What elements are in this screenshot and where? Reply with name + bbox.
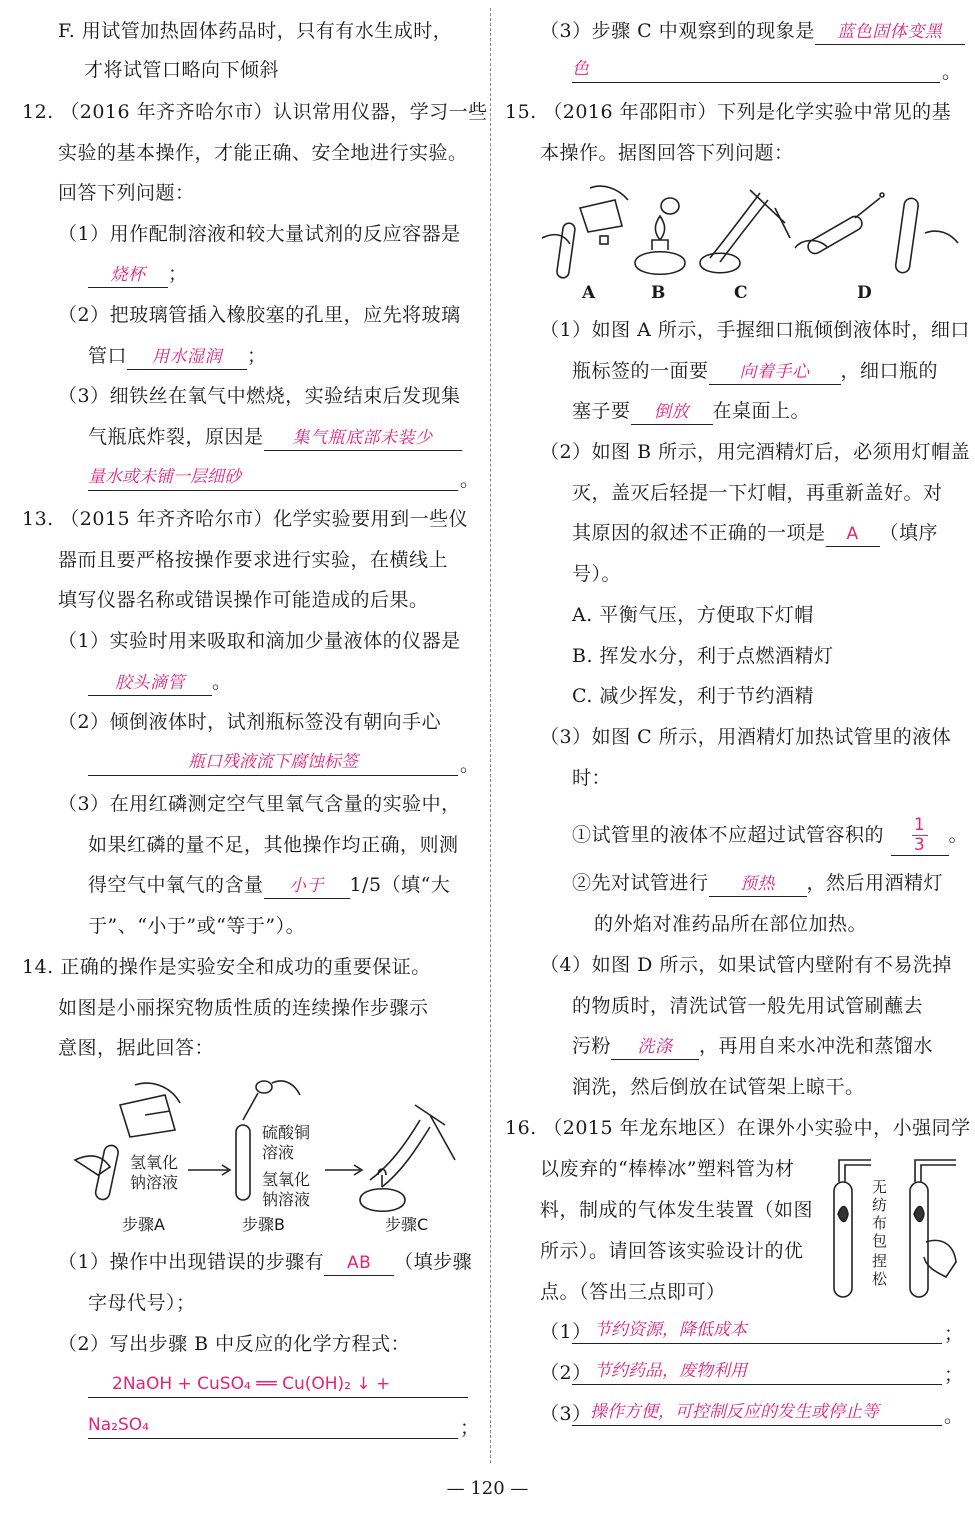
q12-answer1[interactable]: 烧杯 [88, 263, 168, 288]
q14-stem-line3: 意图，据此回答： [58, 1037, 215, 1059]
q16-fig-label-squeeze: 捏 松 [872, 1252, 888, 1288]
q15-part1-line3: 塞子要 倒放 在桌面上。 [572, 397, 810, 425]
q16-answer2[interactable]: 节约药品，废物利用 [572, 1358, 942, 1385]
q12-answer3-end: 。 [460, 469, 480, 491]
q13-stem-line2: 器而且要严格按操作要求进行实验，在横线上 [58, 549, 449, 571]
q12-answer3-part1[interactable]: 集气瓶底部未装少 [264, 426, 462, 451]
q14-figure [60, 1075, 470, 1240]
q16-item1-end: ； [944, 1323, 964, 1345]
q16-stem-line5: 点。（答出三点即可） [540, 1281, 726, 1303]
q14-equation-end: ； [460, 1417, 480, 1439]
q14-equation-line1[interactable]: 2NaOH + CuSO₄ ══ Cu(OH)₂ ↓ + [88, 1371, 468, 1398]
q14-part1-line1: （1）操作中出现错误的步骤有 AB （填步骤 [58, 1248, 472, 1276]
q13-stem-line3: 填写仪器名称或错误操作可能造成的后果。 [58, 589, 429, 611]
q13-part2: （2）倾倒液体时，试剂瓶标签没有朝向手心 [58, 711, 442, 733]
q16-item2-end: ； [944, 1364, 964, 1386]
q13-part3-line3: 得空气中氧气的含量 小于 1/5（填“大 [88, 871, 450, 899]
q11-option-f-line1: F. 用试管加热固体药品时，只有有水生成时， [58, 20, 453, 42]
q16-figure-drawing [826, 1152, 958, 1302]
q14-stem-line1: 14. 正确的操作是实验安全和成功的重要保证。 [22, 956, 431, 978]
q12-stem-line1: 12. （2016 年齐齐哈尔市）认识常用仪器，学习一些 [22, 101, 488, 123]
q15-part4-line2: 的物质时，清洗试管一般先用试管刷蘸去 [572, 995, 924, 1017]
q15-figure-drawing [540, 178, 960, 308]
q15-part2-line1: （2）如图 B 所示，用完酒精灯后，必须用灯帽盖 [540, 441, 971, 463]
q16-figure [826, 1152, 958, 1302]
q11-option-f-line2: 才将试管口略向下倾斜 [84, 59, 280, 81]
q14-step-c-label: 步骤C [385, 1215, 429, 1234]
q15-option-b: B. 挥发水分，利于点燃酒精灯 [572, 645, 834, 667]
q15-part3-ii-line1: ②先对试管进行 预热 ，然后用酒精灯 [572, 869, 943, 897]
q14-equation-line2[interactable]: Na₂SO₄ [88, 1412, 458, 1439]
q13-part3-line2: 如果红磷的量不足，其他操作均正确，则测 [88, 834, 459, 856]
q13-part3-line4: 于”、“小于”或“等于”）。 [88, 915, 306, 937]
page-number: — 120 — [446, 1478, 529, 1499]
column-divider [490, 8, 491, 1463]
q15-answer3i[interactable] [891, 816, 949, 856]
q15-part1-line2: 瓶标签的一面要 向着手心 ，细口瓶的 [572, 357, 938, 385]
q13-answer2-end: 。 [460, 754, 480, 776]
q13-part1: （1）实验时用来吸取和滴加少量液体的仪器是 [58, 630, 461, 652]
q16-item3-num: （3） [540, 1403, 592, 1425]
q14-part3-line1: （3）步骤 C 中观察到的现象是 蓝色固体变黑 [540, 17, 965, 45]
q13-stem-line1: 13. （2015 年齐齐哈尔市）化学实验要用到一些仪 [22, 508, 469, 530]
q15-figure [540, 178, 960, 308]
q15-answer3ii[interactable]: 预热 [709, 872, 807, 897]
q16-stem-line4: 所示）。请回答该实验设计的优 [540, 1240, 804, 1262]
q14-label-naoh: 氢氧化 钠溶液 [130, 1153, 179, 1192]
q14-label-cuso4: 硫酸铜 溶液 [262, 1123, 311, 1162]
q15-answer1a[interactable]: 向着手心 [709, 360, 841, 385]
q16-stem-line1: 16. （2015 年龙东地区）在课外小实验中，小强同学 [505, 1117, 971, 1139]
q12-stem-line3: 回答下列问题： [58, 182, 195, 204]
q15-fig-label-d: D [857, 283, 872, 303]
q12-part2-line1: （2）把玻璃管插入橡胶塞的孔里，应先将玻璃 [58, 304, 461, 326]
q15-answer4[interactable]: 洗涤 [611, 1035, 699, 1060]
q14-answer3-part2[interactable]: 色 [572, 56, 940, 83]
q12-part2-line2: 管口 用水湿润 ； [88, 342, 267, 370]
q16-fig-label-nonwoven: 无 纺 布 包 [872, 1178, 888, 1250]
q15-fig-label-b: B [651, 283, 666, 303]
q12-answer2[interactable]: 用水湿润 [127, 345, 247, 370]
q16-item3-end: 。 [944, 1405, 964, 1427]
q15-part4-line1: （4）如图 D 所示，如果试管内壁附有不易洗掉 [540, 954, 952, 976]
q13-part3-line1: （3）在用红磷测定空气里氧气含量的实验中， [58, 793, 461, 815]
q13-answer1-line: 胶头滴管 。 [88, 668, 232, 696]
q15-stem-line2: 本操作。据图回答下列问题： [540, 142, 794, 164]
q14-answer3-part1[interactable]: 蓝色固体变黑 [815, 20, 965, 45]
q15-part3-i: ①试管里的液体不应超过试管容积的 $\frac{1}{3}$ 。 [572, 815, 969, 855]
q12-part1: （1）用作配制溶液和较大量试剂的反应容器是 [58, 223, 461, 245]
q15-fig-label-a: A [582, 283, 596, 303]
q12-answer3-part2[interactable]: 量水或未铺一层细砂 [88, 464, 458, 491]
q16-item2-num: （2） [540, 1362, 592, 1384]
q12-answer1-line: 烧杯 ； [88, 260, 188, 288]
q15-stem-line1: 15. （2016 年邵阳市）下列是化学实验中常见的基 [505, 101, 952, 123]
q14-step-a-label: 步骤A [122, 1215, 165, 1234]
q14-answer1[interactable]: AB [324, 1251, 394, 1276]
q13-answer3[interactable]: 小于 [264, 874, 350, 899]
q16-item1-num: （1） [540, 1321, 592, 1343]
q15-part3-ii-line2: 的外焰对准药品所在部位加热。 [594, 913, 868, 935]
q15-fig-label-c: C [734, 283, 748, 303]
q16-answer1[interactable]: 节约资源，降低成本 [572, 1317, 942, 1344]
q13-answer1[interactable]: 胶头滴管 [88, 671, 212, 696]
q15-part2-line2: 灭，盖灭后轻提一下灯帽，再重新盖好。对 [572, 482, 943, 504]
q14-part2: （2）写出步骤 B 中反应的化学方程式： [58, 1333, 411, 1355]
q12-stem-line2: 实验的基本操作，才能正确、安全地进行实验。 [58, 142, 468, 164]
q15-part2-line4: 号）。 [572, 563, 622, 585]
q15-part1-line1: （1）如图 A 所示，手握细口瓶倾倒液体时，细口 [540, 319, 970, 341]
q15-answer3i-fraction: $\frac{1}{3}$ [912, 816, 928, 855]
q16-stem-line2: 以废弃的“棒棒冰”塑料管为材 [540, 1158, 795, 1180]
q15-answer2[interactable]: A [826, 522, 880, 547]
q13-answer2[interactable]: 瓶口残液流下腐蚀标签 [88, 749, 458, 776]
q15-part3-line1: （3）如图 C 所示，用酒精灯加热试管里的液体 [540, 726, 952, 748]
q14-label-naoh2: 氢氧化 钠溶液 [262, 1170, 311, 1209]
q14-step-b-label: 步骤B [242, 1215, 285, 1234]
q16-stem-line3: 料，制成的气体发生装置（如图 [540, 1199, 814, 1221]
q14-stem-line2: 如图是小丽探究物质性质的连续操作步骤示 [58, 997, 429, 1019]
q12-part3-line1: （3）细铁丝在氧气中燃烧，实验结束后发现集 [58, 385, 461, 407]
q15-option-a: A. 平衡气压，方便取下灯帽 [572, 604, 814, 626]
q16-answer3[interactable]: 操作方便，可控制反应的发生或停止等 [572, 1399, 942, 1426]
q15-part4-line3: 污粉 洗涤 ，再用自来水冲洗和蒸馏水 [572, 1032, 933, 1060]
q15-answer1b[interactable]: 倒放 [631, 400, 713, 425]
q15-part3-line2: 时： [572, 767, 612, 789]
q15-option-c: C. 减少挥发，利于节约酒精 [572, 685, 814, 707]
q14-answer3-end: 。 [942, 61, 962, 83]
q12-part3-line2: 气瓶底炸裂，原因是 集气瓶底部未装少 [88, 423, 462, 451]
q14-part1-line2: 字母代号）； [88, 1292, 196, 1314]
q15-part4-line4: 润洗，然后倒放在试管架上晾干。 [572, 1076, 865, 1098]
q15-part2-line3: 其原因的叙述不正确的一项是 A （填序 [572, 519, 938, 547]
